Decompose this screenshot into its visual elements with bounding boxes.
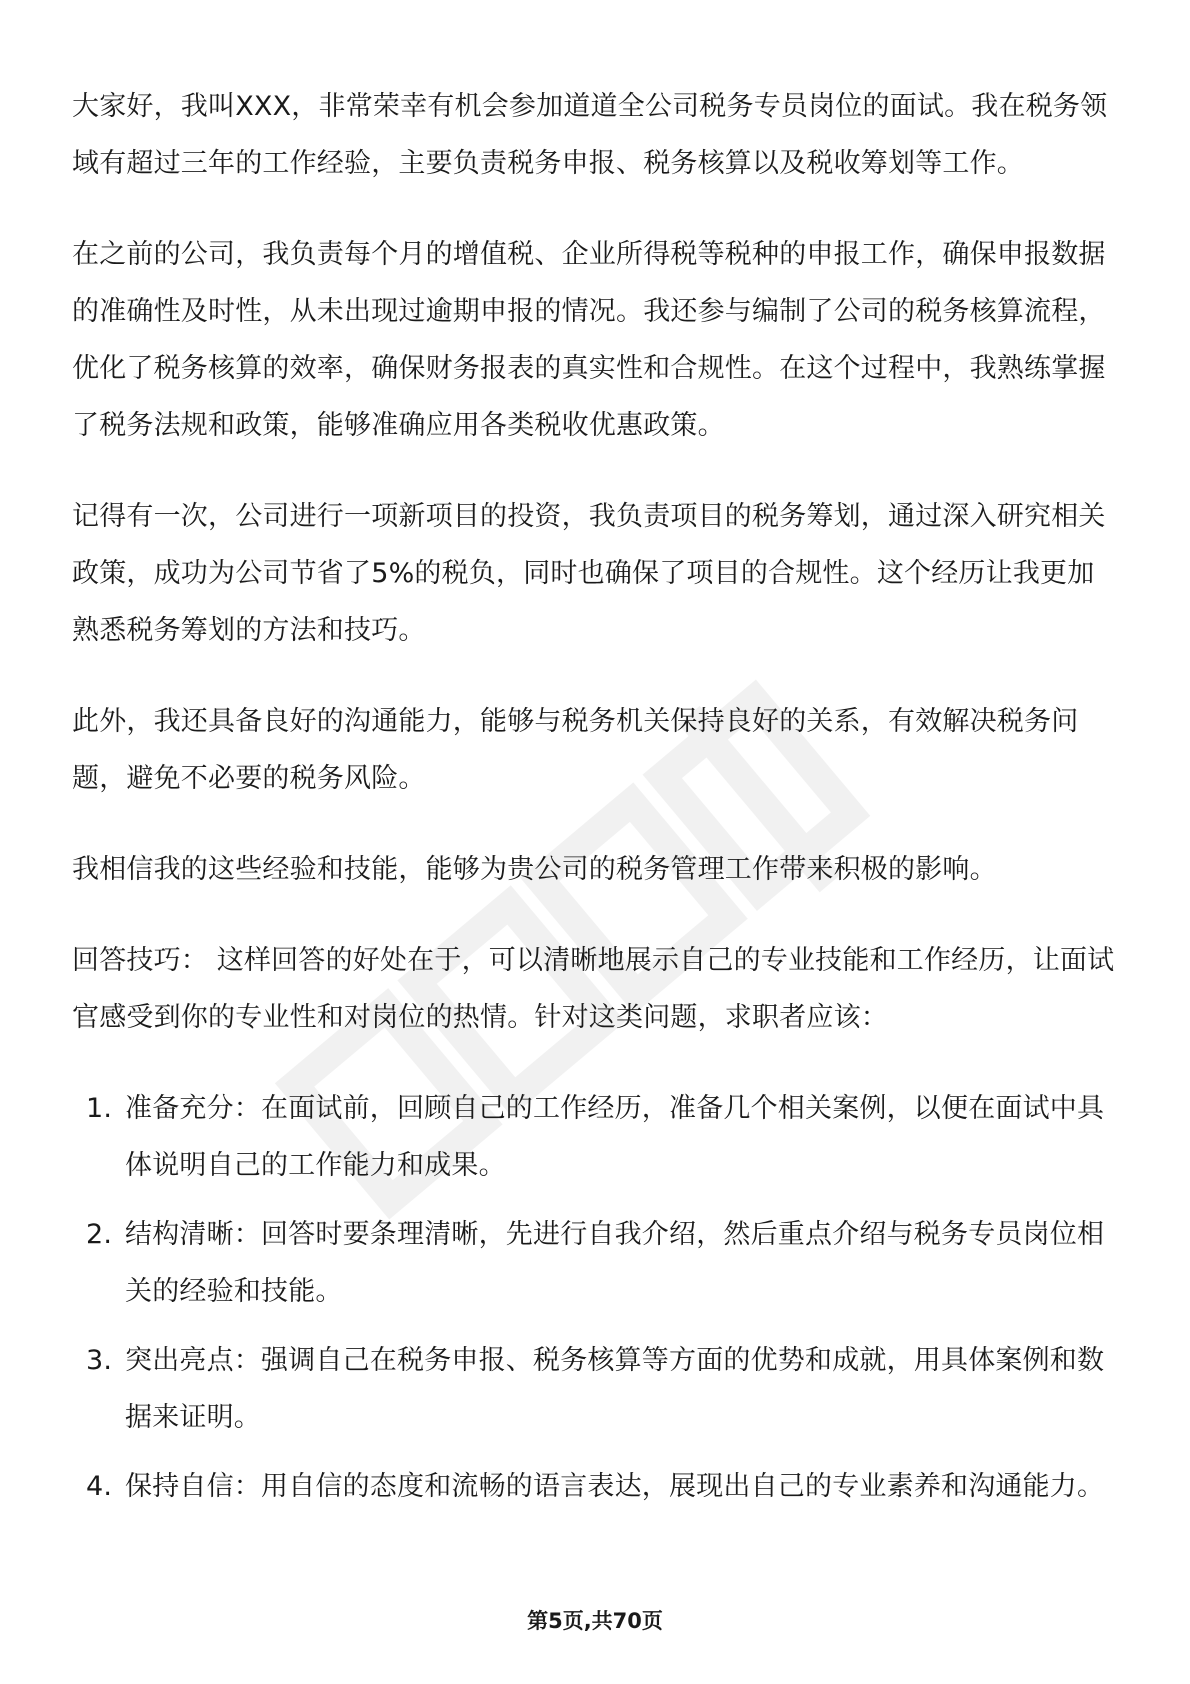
list-item-text: 结构清晰：回答时要条理清晰，先进行自我介绍，然后重点介绍与税务专员岗位相关的经验和技能。 [125, 1219, 1105, 1307]
tips-intro-paragraph: 回答技巧： 这样回答的好处在于，可以清晰地展示自己的专业技能和工作经历，让面试官感受到你的专业性和对岗位的热情。针对这类问题，求职者应该： [72, 945, 1115, 1033]
closing-paragraph: 我相信我的这些经验和技能，能够为贵公司的税务管理工作带来积极的影响。 [72, 854, 997, 885]
list-item-number: 4. [86, 1471, 113, 1502]
page-number: 第5页,共70页 [527, 1609, 663, 1633]
list-item [72, 1080, 1118, 1194]
list-item-number: 1. [86, 1093, 113, 1124]
communication-paragraph: 此外，我还具备良好的沟通能力，能够与税务机关保持良好的关系，有效解决税务问题，避免不必要的税务风险。 [72, 706, 1079, 794]
list-item-number: 3. [86, 1345, 113, 1376]
experience-paragraph: 在之前的公司，我负责每个月的增值税、企业所得税等税种的申报工作，确保申报数据的准确性及时性，从未出现过逾期申报的情况。我还参与编制了公司的税务核算流程，优化了税务核算的效率，确保财务报表的真实性和合规性。在这个过程中，我熟练掌握了税务法规和政策，能够准确应用各类税收优惠政策。 [72, 239, 1106, 441]
list-item [72, 1332, 1118, 1446]
list-item [72, 1206, 1118, 1320]
list-item-number: 2. [86, 1219, 113, 1250]
list-item-text: 准备充分：在面试前，回顾自己的工作经历，准备几个相关案例，以便在面试中具体说明自己的工作能力和成果。 [125, 1093, 1105, 1181]
list-item-text: 保持自信：用自信的态度和流畅的语言表达，展现出自己的专业素养和沟通能力。 [125, 1471, 1105, 1502]
example-paragraph: 记得有一次，公司进行一项新项目的投资，我负责项目的税务筹划，通过深入研究相关政策，成功为公司节省了5%的税负，同时也确保了项目的合规性。这个经历让我更加熟悉税务筹划的方法和技巧。 [72, 501, 1106, 646]
list-item-text: 突出亮点：强调自己在税务申报、税务核算等方面的优势和成就，用具体案例和数据来证明。 [125, 1345, 1105, 1433]
list-item [72, 1458, 1118, 1515]
intro-paragraph: 大家好，我叫XXX，非常荣幸有机会参加道道全公司税务专员岗位的面试。我在税务领域有超过三年的工作经验，主要负责税务申报、税务核算以及税收筹划等工作。 [72, 91, 1108, 179]
document-body [72, 78, 1118, 1527]
tips-list [72, 1080, 1118, 1515]
